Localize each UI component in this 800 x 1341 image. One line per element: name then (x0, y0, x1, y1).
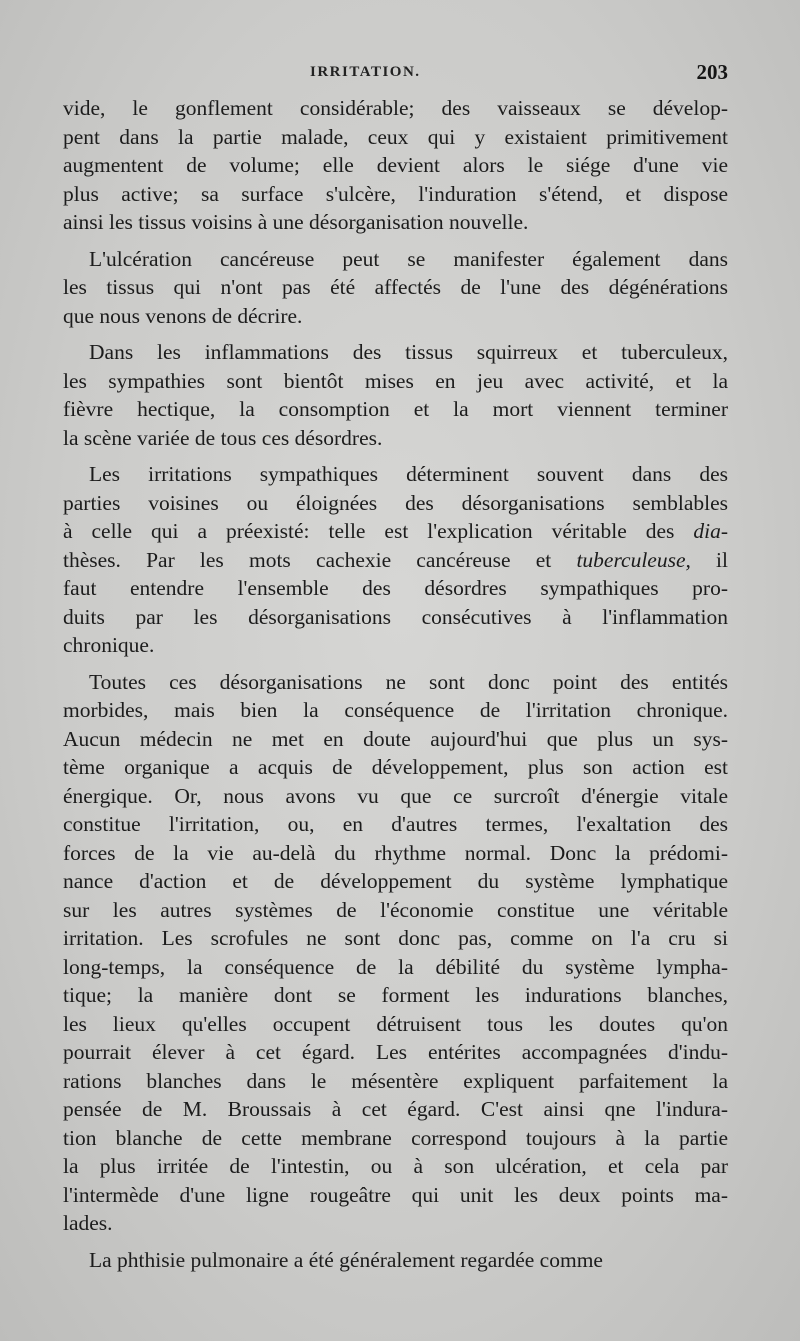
page-number: 203 (696, 60, 728, 84)
text-line: parties voisines ou éloignées des désorganisations semblables (63, 490, 728, 515)
text-line: fièvre hectique, la consomption et la mort viennent terminer (63, 397, 728, 421)
text-line: tique; la manière dont se forment les indurations blanches, (63, 983, 728, 1007)
text-line: pensée de M. Broussais à cet égard. C'est ainsi qne l'indura- (63, 1097, 728, 1121)
text-line: plus active; sa surface s'ulcère, l'induration s'étend, et dispose (63, 181, 728, 206)
text-line: constitue l'irritation, ou, en d'autres termes, l'exaltation des (63, 812, 728, 836)
paragraph (63, 338, 728, 452)
text-line: énergique. Or, nous avons vu que ce surcroît d'énergie vitale (63, 783, 728, 808)
text-line: chronique. (63, 633, 155, 657)
text-line: Les irritations sympathiques déterminent souvent dans des (89, 462, 728, 486)
text-line: thèses. Par les mots cachexie cancéreuse et tuberculeuse, il (63, 547, 728, 572)
text-line: Toutes ces désorganisations ne sont donc point des entités (89, 669, 728, 694)
text-line: morbides, mais bien la conséquence de l'irritation chronique. (63, 698, 728, 722)
text-line: irritation. Les scrofules ne sont donc pas, comme on l'a cru si (63, 926, 728, 950)
body-text (63, 94, 728, 1282)
text-line: la plus irritée de l'intestin, ou à son ulcération, et cela par (63, 1154, 728, 1178)
text-line: faut entendre l'ensemble des désordres sympathiques pro- (63, 576, 728, 600)
paragraph (63, 1246, 728, 1275)
paragraph (63, 94, 728, 237)
text-line: à celle qui a préexisté: telle est l'explication véritable des dia- (63, 519, 728, 543)
text-line: la scène variée de tous ces désordres. (63, 425, 383, 450)
paragraph (63, 245, 728, 331)
text-line: Dans les inflammations des tissus squirreux et tuberculeux, (89, 340, 728, 364)
text-line: tion blanche de cette membrane correspond toujours à la partie (63, 1125, 728, 1150)
text-line: l'intermède d'une ligne rougeâtre qui unit les deux points ma- (63, 1182, 728, 1207)
text-line: duits par les désorganisations consécutives à l'inflammation (63, 604, 728, 629)
text-line: vide, le gonflement considérable; des vaisseaux se dévelop- (63, 96, 728, 120)
text-line: tème organique a acquis de développement, plus son action est (63, 755, 728, 779)
text-line: forces de la vie au-delà du rhythme normal. Donc la prédomi- (63, 840, 728, 865)
text-line: les lieux qu'elles occupent détruisent tous les doutes qu'on (63, 1011, 728, 1036)
text-line: les sympathies sont bientôt mises en jeu avec activité, et la (63, 368, 728, 393)
paragraph (63, 668, 728, 1238)
text-line: long-temps, la conséquence de la débilité du système lympha- (63, 954, 728, 979)
text-line: L'ulcération cancéreuse peut se manifester également dans (89, 246, 728, 271)
text-line: La phthisie pulmonaire a été généralement regardée comme (89, 1247, 603, 1272)
text-line: ainsi les tissus voisins à une désorganisation nouvelle. (63, 210, 529, 234)
text-line: sur les autres systèmes de l'économie constitue une véritable (63, 897, 728, 922)
running-title: IRRITATION. (310, 64, 421, 80)
text-line: lades. (63, 1211, 113, 1235)
paragraph (63, 460, 728, 660)
text-line: augmentent de volume; elle devient alors le siége d'une vie (63, 153, 728, 177)
running-head (0, 60, 800, 86)
text-line: que nous venons de décrire. (63, 303, 303, 328)
text-line: rations blanches dans le mésentère expliquent parfaitement la (63, 1068, 728, 1093)
text-line: pent dans la partie malade, ceux qui y existaient primitivement (63, 124, 728, 149)
text-line: Aucun médecin ne met en doute aujourd'hui que plus un sys- (63, 726, 728, 751)
text-line: nance d'action et de développement du système lymphatique (63, 869, 728, 893)
text-line: les tissus qui n'ont pas été affectés de l'une des dégénérations (63, 275, 728, 299)
text-line: pourrait élever à cet égard. Les entérites accompagnées d'indu- (63, 1040, 728, 1064)
